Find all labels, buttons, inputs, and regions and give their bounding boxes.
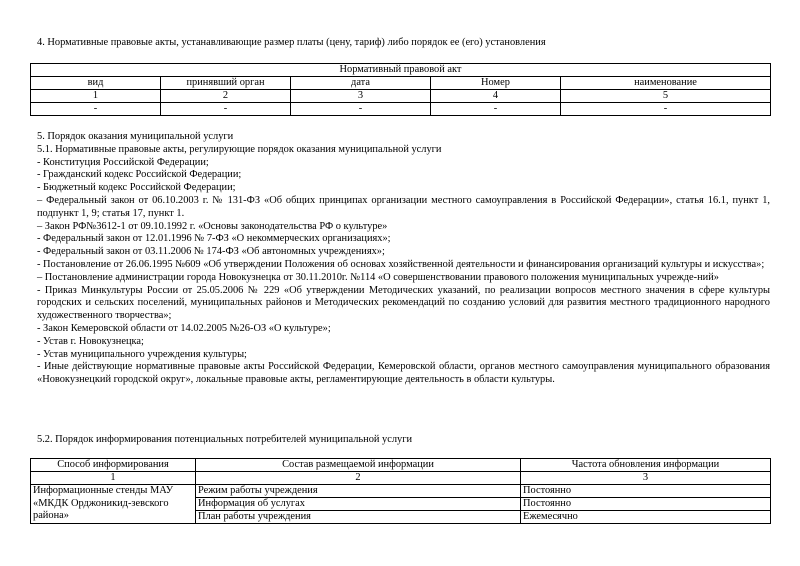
frequency-cell: Ежемесячно (521, 511, 771, 524)
column-header: наименование (561, 77, 771, 90)
list-item: - Конституция Российской Федерации; (37, 156, 209, 168)
column-number-row (31, 472, 771, 485)
column-number: 5 (561, 90, 771, 103)
column-header: Номер (431, 77, 561, 90)
column-number: 3 (291, 90, 431, 103)
list-item: - Устав муниципального учреждения культуры; (37, 348, 247, 360)
list-item: - Гражданский кодекс Российской Федерации; (37, 169, 242, 181)
column-header: дата (291, 77, 431, 90)
method-cell: Информационные стенды МАУ «МКДК Орджоникид-зевского района» (31, 485, 196, 524)
table-title: Нормативный правовой акт (31, 64, 771, 77)
table-cell: - (291, 103, 431, 116)
list-item: - Иные действующие нормативные правовые акты Российской Федерации, Кемеровской области, органов местного самоуправления муниципального образования «Новокузнецкий городской округ», локальные правовые акты, регламентирующие деятельность в области культуры. (37, 361, 770, 386)
table-header-row (31, 77, 771, 90)
section4-heading: 4. Нормативные правовые акты, устанавливающие размер платы (цену, тариф) либо порядок ее (его) установления (37, 37, 546, 48)
list-item: – Закон РФ№3612-1 от 09.10.1992 г. «Основы законодательства РФ о культуре» (37, 220, 388, 232)
table-cell: - (161, 103, 291, 116)
list-item: - Постановление от 26.06.1995 №609 «Об утверждении Положения об основах хозяйственной деятельности и финансирования организаций культуры и искусства»; (37, 258, 765, 270)
table-cell: - (431, 103, 561, 116)
column-number-row (31, 90, 771, 103)
column-header: Способ информирования (31, 459, 196, 472)
informing-table (30, 458, 771, 524)
tariff-acts-table (30, 63, 771, 116)
list-item: - Закон Кемеровской области от 14.02.2005 №26-ОЗ «О культуре»; (37, 322, 331, 334)
section5-subheading: 5.1. Нормативные правовые акты, регулирующие порядок оказания муниципальной услуги (37, 143, 442, 155)
info-cell: Режим работы учреждения (196, 485, 521, 498)
info-cell: Информация об услугах (196, 498, 521, 511)
list-item: - Бюджетный кодекс Российской Федерации; (37, 182, 236, 194)
table-row (31, 485, 771, 498)
column-number: 2 (161, 90, 291, 103)
list-item: - Устав г. Новокузнецка; (37, 335, 144, 347)
column-header: Частота обновления информации (521, 459, 771, 472)
table-cell: - (31, 103, 161, 116)
table-header-row (31, 459, 771, 472)
table-cell: - (561, 103, 771, 116)
column-header: вид (31, 77, 161, 90)
table-row (31, 103, 771, 116)
info-cell: План работы учреждения (196, 511, 521, 524)
column-header: Состав размещаемой информации (196, 459, 521, 472)
list-item: - Приказ Минкультуры России от 25.05.2006 № 229 «Об утверждении Методических указаний, по реализации вопросов местного значения в сфере культуры городских и сельских поселений, муниципальных районов и Методических рекомендаций по созданию условий для развития местного традиционного народного художественного творчества»; (37, 284, 770, 322)
column-number: 1 (31, 90, 161, 103)
frequency-cell: Постоянно (521, 498, 771, 511)
list-item: - Федеральный закон от 12.01.1996 № 7-ФЗ «О некоммерческих организациях»; (37, 233, 391, 245)
section5-heading: 5. Порядок оказания муниципальной услуги (37, 131, 234, 142)
list-item: – Постановление администрации города Новокузнецка от 30.11.2010г. №114 «О совершенствовании правового положения муниципальных учрежде-ний» (37, 271, 719, 283)
frequency-cell: Постоянно (521, 485, 771, 498)
column-number: 4 (431, 90, 561, 103)
column-number: 2 (196, 472, 521, 485)
column-number: 3 (521, 472, 771, 485)
list-item: - Федеральный закон от 03.11.2006 № 174-ФЗ «Об автономных учреждениях»; (37, 246, 385, 258)
section52-heading: 5.2. Порядок информирования потенциальных потребителей муниципальной услуги (37, 434, 413, 445)
table-title-row (31, 64, 771, 77)
section5 (37, 131, 770, 387)
column-number: 1 (31, 472, 196, 485)
column-header: принявший орган (161, 77, 291, 90)
list-item: – Федеральный закон от 06.10.2003 г. № 131-ФЗ «Об общих принципах организации местного самоуправления в Российской Федерации», статья 16.1, пункт 1, подпункт 1, 9; статья 17, пункт 1. (37, 194, 770, 219)
